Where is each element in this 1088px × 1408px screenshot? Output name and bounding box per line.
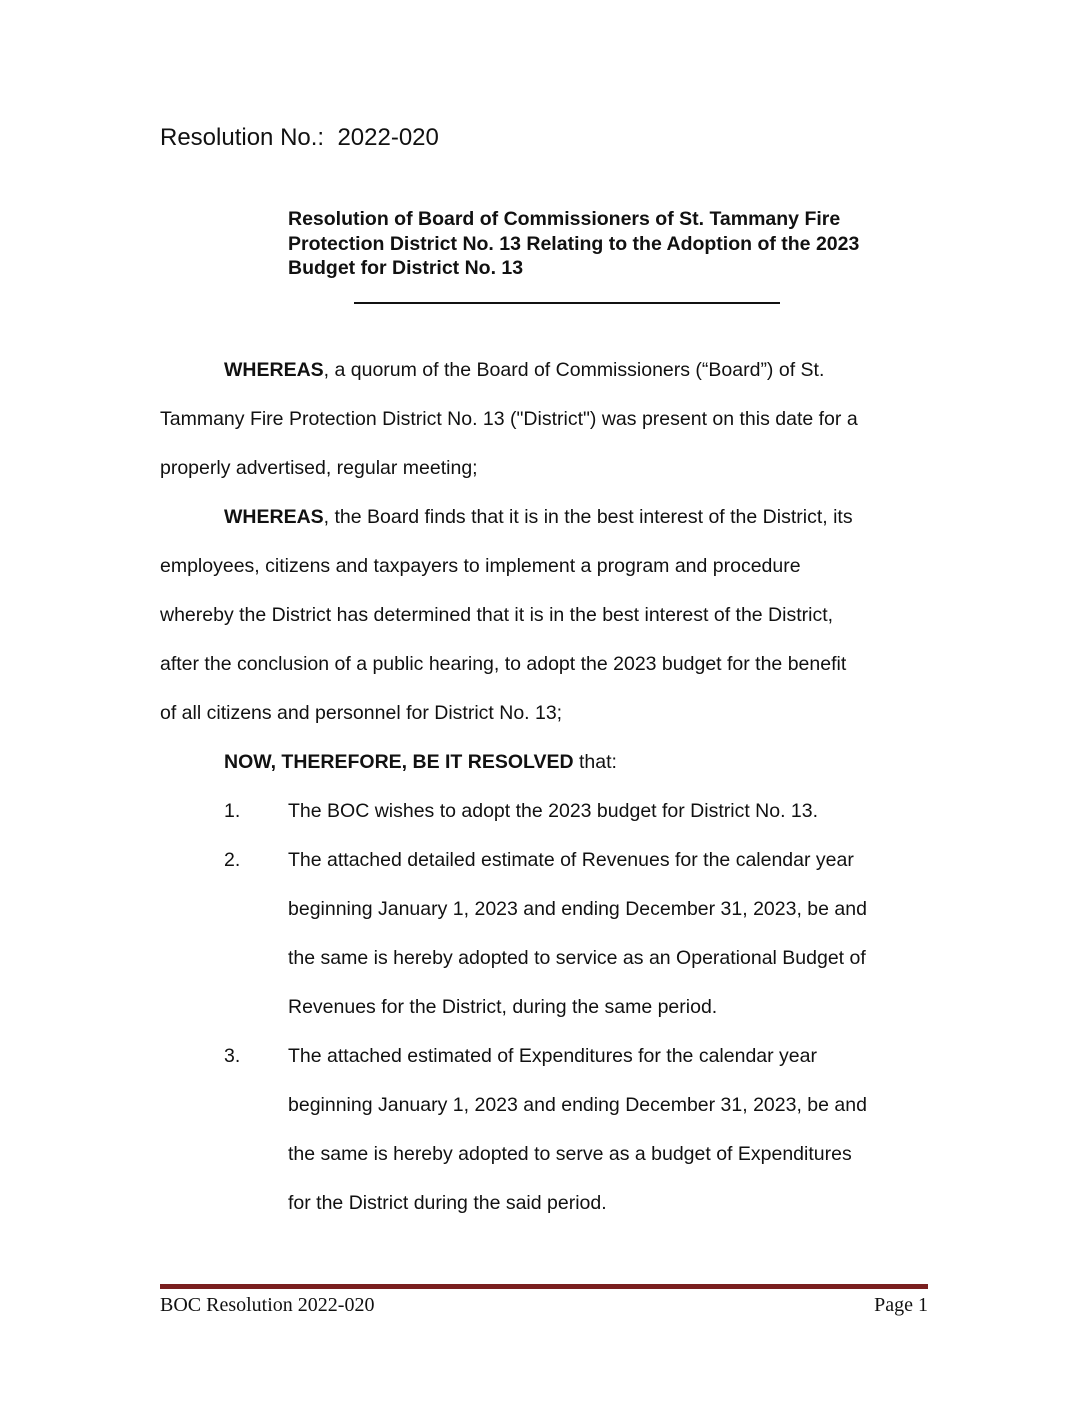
whereas-text: , the Board finds that it is in the best interest of the District, its — [323, 506, 853, 528]
item-line: The BOC wishes to adopt the 2023 budget for District No. 13. — [288, 800, 819, 822]
resolution-number: 2022-020 — [337, 124, 439, 151]
resolved-clause — [224, 750, 617, 774]
whereas-2-line — [224, 505, 853, 529]
title-divider — [354, 302, 780, 304]
item-line: beginning January 1, 2023 and ending December 31, 2023, be and — [288, 1094, 867, 1116]
title-line: Protection District No. 13 Relating to the Adoption of the 2023 — [288, 232, 860, 255]
item-number: 3. — [224, 1045, 241, 1067]
resolution-heading — [160, 124, 439, 152]
footer-page-number: Page 1 — [874, 1294, 928, 1316]
whereas-1-line: Tammany Fire Protection District No. 13 ("District") was present on this date for a — [160, 408, 858, 430]
whereas-1-line — [224, 358, 824, 382]
resolved-keyword: NOW, THEREFORE, BE IT RESOLVED — [224, 751, 574, 773]
item-line: the same is hereby adopted to serve as a budget of Expenditures — [288, 1143, 852, 1165]
item-number: 1. — [224, 800, 241, 822]
item-line: the same is hereby adopted to service as an Operational Budget of — [288, 947, 866, 969]
resolution-label: Resolution No.: — [160, 124, 325, 151]
whereas-2-line: employees, citizens and taxpayers to implement a program and procedure — [160, 555, 801, 577]
item-line: for the District during the said period. — [288, 1192, 607, 1214]
whereas-2-line: of all citizens and personnel for District No. 13; — [160, 702, 563, 724]
footer-document-label: BOC Resolution 2022-020 — [160, 1294, 375, 1316]
item-line: beginning January 1, 2023 and ending December 31, 2023, be and — [288, 898, 867, 920]
item-line: The attached estimated of Expenditures for the calendar year — [288, 1045, 817, 1067]
resolution-title — [288, 207, 938, 281]
item-number: 2. — [224, 849, 241, 871]
footer-rule — [160, 1284, 928, 1289]
title-line: Resolution of Board of Commissioners of St. Tammany Fire — [288, 208, 841, 230]
whereas-keyword: WHEREAS — [224, 506, 324, 528]
item-line: Revenues for the District, during the same period. — [288, 996, 718, 1018]
whereas-2-line: whereby the District has determined that it is in the best interest of the District, — [160, 604, 834, 626]
whereas-text: , a quorum of the Board of Commissioners (“Board”) of St. — [323, 359, 825, 381]
resolved-suffix: that: — [573, 751, 617, 773]
whereas-keyword: WHEREAS — [224, 359, 324, 381]
title-line: Budget for District No. 13 — [288, 257, 524, 279]
whereas-1-line: properly advertised, regular meeting; — [160, 457, 478, 479]
whereas-2-line: after the conclusion of a public hearing, to adopt the 2023 budget for the benefit — [160, 653, 847, 675]
item-line: The attached detailed estimate of Revenues for the calendar year — [288, 849, 854, 871]
